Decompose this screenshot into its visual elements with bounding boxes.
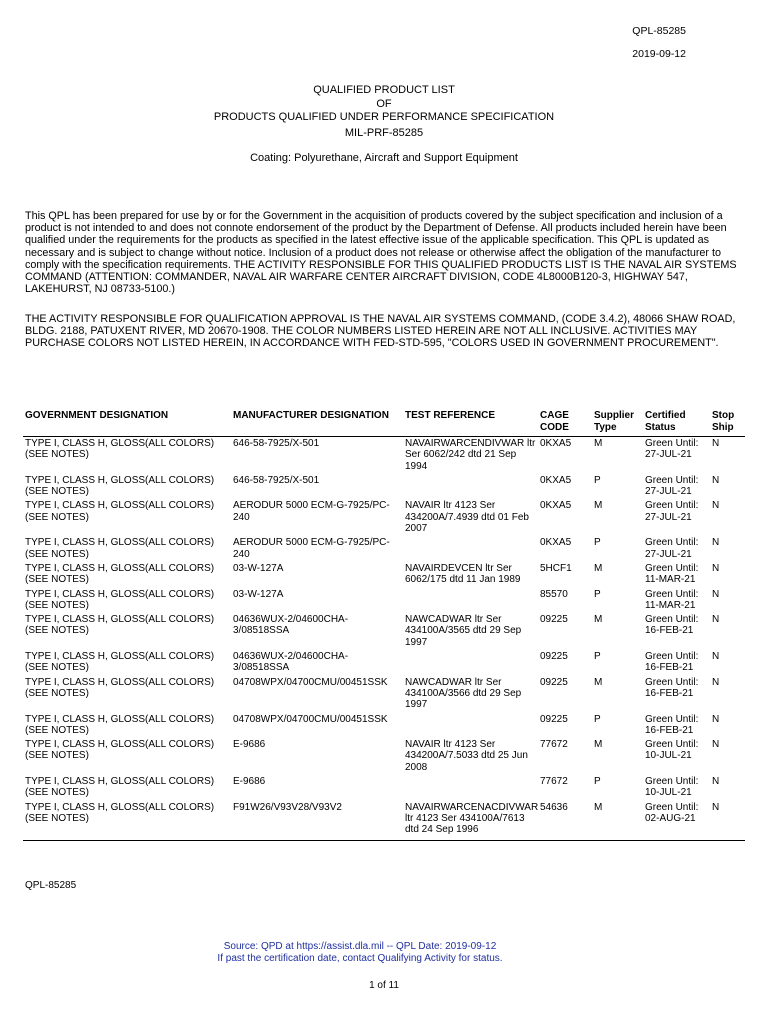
manufacturer-designation-cell: 04636WUX-2/04600CHA-3/08518SSA xyxy=(233,614,349,637)
table-row xyxy=(23,499,745,536)
table-row xyxy=(23,801,745,840)
title-line-2: OF xyxy=(376,97,392,110)
supplier-type-cell: P xyxy=(594,474,601,486)
certification-note: If past the certification date, contact Qualifying Activity for status. xyxy=(217,953,503,964)
certified-status-cell: Green Until: 11-MAR-21 xyxy=(645,562,699,586)
manufacturer-designation-cell: 646-58-7925/X-501 xyxy=(233,438,320,449)
cage-code-cell: 5HCF1 xyxy=(540,562,572,574)
manufacturer-designation-cell: AERODUR 5000 ECM-G-7925/PC-240 xyxy=(233,537,390,560)
test-reference-cell: NAVAIR ltr 4123 Ser 434200A/7.4939 dtd 01 Feb 2007 xyxy=(405,500,529,535)
government-designation-cell: TYPE I, CLASS H, GLOSS(ALL COLORS) (SEE NOTES) xyxy=(25,537,215,560)
header-date: 2019-09-12 xyxy=(632,48,686,60)
table-row xyxy=(23,437,745,474)
col-header-supplier-type: Supplier Type xyxy=(592,409,643,437)
supplier-type-cell: P xyxy=(594,588,601,600)
certified-status-cell: Green Until: 10-JUL-21 xyxy=(645,739,699,762)
manufacturer-designation-cell: E-9686 xyxy=(233,776,266,788)
cage-code-cell: 09225 xyxy=(540,651,568,663)
manufacturer-designation-cell: 04708WPX/04700CMU/00451SSK xyxy=(233,676,388,688)
cage-code-cell: 0KXA5 xyxy=(540,438,572,449)
stop-ship-cell: N xyxy=(712,500,720,512)
government-designation-cell: TYPE I, CLASS H, GLOSS(ALL COLORS) (SEE NOTES) xyxy=(23,801,231,840)
government-designation-cell: TYPE I, CLASS H, GLOSS(ALL COLORS) (SEE NOTES) xyxy=(25,713,215,736)
certified-status-cell: Green Until: 27-JUL-21 xyxy=(645,438,699,461)
stop-ship-cell: N xyxy=(712,474,720,486)
col-header-manufacturer-designation: MANUFACTURER DESIGNATION xyxy=(231,409,403,437)
table-header-row xyxy=(23,409,745,437)
source-line: Source: QPD at https://assist.dla.mil -- QPL Date: 2019-09-12 xyxy=(223,941,497,952)
cage-code-cell: 09225 xyxy=(540,713,568,725)
supplier-type-cell: M xyxy=(592,801,643,840)
specification-number: MIL-PRF-85285 xyxy=(344,126,424,139)
test-reference-cell: NAWCADWAR ltr Ser 434100A/3566 dtd 29 Sep 1997 xyxy=(405,676,522,711)
government-designation-cell: TYPE I, CLASS H, GLOSS(ALL COLORS) (SEE NOTES) xyxy=(25,739,215,762)
test-reference-cell: NAVAIRWARCENDIVWAR ltr Ser 6062/242 dtd 21 Sep 1994 xyxy=(405,438,536,472)
stop-ship-cell: N xyxy=(712,676,720,688)
title-line-1: QUALIFIED PRODUCT LIST xyxy=(313,84,455,96)
test-reference-cell: NAVAIR ltr 4123 Ser 434200A/7.5033 dtd 25 Jun 2008 xyxy=(405,739,528,773)
col-header-government-designation: GOVERNMENT DESIGNATION xyxy=(23,409,231,437)
cage-code-cell: 54636 xyxy=(538,801,592,840)
manufacturer-designation-cell: F91W26/V93V28/V93V2 xyxy=(231,801,403,840)
table-row xyxy=(23,562,745,588)
test-reference-cell xyxy=(403,588,538,614)
stop-ship-cell: N xyxy=(710,801,745,840)
supplier-type-cell: P xyxy=(594,776,601,788)
manufacturer-designation-cell: 04636WUX-2/04600CHA-3/08518SSA xyxy=(233,651,349,674)
supplier-type-cell: P xyxy=(594,651,601,663)
stop-ship-cell: N xyxy=(712,588,720,600)
subject-line: Coating: Polyurethane, Aircraft and Support Equipment xyxy=(250,152,518,164)
col-header-test-reference: TEST REFERENCE xyxy=(403,409,538,437)
certified-status-cell: Green Until: 10-JUL-21 xyxy=(645,776,699,799)
cage-code-cell: 77672 xyxy=(540,776,568,788)
col-header-certified-status: Certified Status xyxy=(643,409,710,437)
certified-status-cell: Green Until: 27-JUL-21 xyxy=(645,537,699,560)
header-qpl-id: QPL-85285 xyxy=(632,25,686,37)
manufacturer-designation-cell: E-9686 xyxy=(233,739,266,751)
manufacturer-designation-cell: 03-W-127A xyxy=(233,588,284,600)
cage-code-cell: 09225 xyxy=(540,614,568,626)
col-header-stop-ship: Stop Ship xyxy=(710,409,745,437)
certified-status-cell: Green Until: 02-AUG-21 xyxy=(643,801,710,840)
table-row xyxy=(23,713,745,739)
government-designation-cell: TYPE I, CLASS H, GLOSS(ALL COLORS) (SEE NOTES) xyxy=(25,776,215,799)
stop-ship-cell: N xyxy=(712,562,720,574)
government-designation-cell: TYPE I, CLASS H, GLOSS(ALL COLORS) (SEE NOTES) xyxy=(25,562,215,586)
test-reference-cell xyxy=(403,474,538,500)
stop-ship-cell: N xyxy=(712,739,720,751)
test-reference-cell xyxy=(403,650,538,676)
qualified-products-table xyxy=(23,409,745,841)
test-reference-cell xyxy=(403,775,538,801)
cage-code-cell: 09225 xyxy=(540,676,568,688)
certified-status-cell: Green Until: 16-FEB-21 xyxy=(645,676,699,699)
test-reference-cell: NAVAIRDEVCEN ltr Ser 6062/175 dtd 11 Jan 1989 xyxy=(405,562,521,586)
manufacturer-designation-cell: 03-W-127A xyxy=(233,562,284,574)
government-designation-cell: TYPE I, CLASS H, GLOSS(ALL COLORS) (SEE NOTES) xyxy=(25,614,215,637)
table-row xyxy=(23,650,745,676)
government-designation-cell: TYPE I, CLASS H, GLOSS(ALL COLORS) (SEE NOTES) xyxy=(25,676,215,699)
page-number: 1 of 11 xyxy=(369,980,399,991)
supplier-type-cell: M xyxy=(594,438,603,449)
document-title xyxy=(0,84,768,166)
stop-ship-cell: N xyxy=(712,713,720,725)
intro-paragraph-1: This QPL has been prepared for use by or for the Government in the acquisition of products covered by the subject specification and inclusion of a product is not intended to and does not connote endorsement of the product by the Department of Defense. All products included herein have been qualified under the requirements for the products as specified in the latest effective issue of the applicable specification. This QPL is updated as necessary and is subject to change without notice. Inclusion of a product does not release or otherwise affect the obligation of the manufacturer to comply with the specification requirements. THE ACTIVITY RESPONSIBLE FOR THIS QUALIFIED PRODUCTS LIST IS THE NAVAL AIR SYSTEMS COMMAND (ATTENTION: COMMANDER, NAVAL AIR WARFARE CENTER AIRCRAFT DIVISION, CODE 4L8000B120-3, HIGHWAY 547, LAKEHURST, NJ 08733-5100.) xyxy=(25,210,737,296)
certified-status-cell: Green Until: 16-FEB-21 xyxy=(645,713,699,736)
supplier-type-cell: P xyxy=(594,713,601,725)
certified-status-cell: Green Until: 16-FEB-21 xyxy=(645,614,699,637)
cage-code-cell: 0KXA5 xyxy=(540,474,572,486)
table-row xyxy=(23,775,745,801)
manufacturer-designation-cell: 04708WPX/04700CMU/00451SSK xyxy=(233,713,388,725)
intro-paragraph-2: THE ACTIVITY RESPONSIBLE FOR QUALIFICATION APPROVAL IS THE NAVAL AIR SYSTEMS COMMAND, (CODE 3.4.2), 48066 SHAW ROAD, BLDG. 2188, PATUXENT RIVER, MD 20670-1908. THE COLOR NUMBERS LISTED HEREIN ARE NOT ALL INCLUSIVE. ACTIVITIES MAY PURCHASE COLORS NOT LISTED HEREIN, IN ACCORDANCE WITH FED-STD-595, "COLORS USED IN GOVERNMENT PROCUREMENT". xyxy=(25,313,736,350)
cage-code-cell: 85570 xyxy=(540,588,568,600)
government-designation-cell: TYPE I, CLASS H, GLOSS(ALL COLORS) (SEE NOTES) xyxy=(25,474,215,498)
table-row xyxy=(23,738,745,775)
table-row xyxy=(23,474,745,500)
supplier-type-cell: P xyxy=(594,537,601,549)
government-designation-cell: TYPE I, CLASS H, GLOSS(ALL COLORS) (SEE NOTES) xyxy=(25,438,215,461)
government-designation-cell: TYPE I, CLASS H, GLOSS(ALL COLORS) (SEE NOTES) xyxy=(25,500,215,523)
col-header-cage-code: CAGE CODE xyxy=(538,409,592,437)
certified-status-cell: Green Until: 27-JUL-21 xyxy=(645,500,699,523)
certified-status-cell: Green Until: 16-FEB-21 xyxy=(645,651,699,674)
supplier-type-cell: M xyxy=(594,500,603,512)
stop-ship-cell: N xyxy=(712,438,720,449)
test-reference-cell xyxy=(403,713,538,739)
cage-code-cell: 77672 xyxy=(540,739,568,751)
stop-ship-cell: N xyxy=(712,537,720,549)
table-row xyxy=(23,676,745,713)
manufacturer-designation-cell: 646-58-7925/X-501 xyxy=(233,474,320,486)
certified-status-cell: Green Until: 11-MAR-21 xyxy=(645,588,699,611)
supplier-type-cell: M xyxy=(594,614,603,626)
test-reference-cell: NAVAIRWARCENACDIVWAR ltr 4123 Ser 434100A/7613 dtd 24 Sep 1996 xyxy=(403,801,538,840)
supplier-type-cell: M xyxy=(594,676,603,688)
supplier-type-cell: M xyxy=(594,739,603,751)
cage-code-cell: 0KXA5 xyxy=(540,500,572,512)
table-row xyxy=(23,588,745,614)
certified-status-cell: Green Until: 27-JUL-21 xyxy=(645,474,699,498)
footer-qpl-id: QPL-85285 xyxy=(25,880,77,891)
supplier-type-cell: M xyxy=(594,562,603,574)
table-row xyxy=(23,536,745,562)
table-row xyxy=(23,613,745,650)
government-designation-cell: TYPE I, CLASS H, GLOSS(ALL COLORS) (SEE NOTES) xyxy=(25,651,215,674)
manufacturer-designation-cell: AERODUR 5000 ECM-G-7925/PC-240 xyxy=(233,500,390,523)
government-designation-cell: TYPE I, CLASS H, GLOSS(ALL COLORS) (SEE NOTES) xyxy=(25,588,215,611)
test-reference-cell: NAWCADWAR ltr Ser 434100A/3565 dtd 29 Sep 1997 xyxy=(405,614,522,648)
stop-ship-cell: N xyxy=(712,776,720,788)
cage-code-cell: 0KXA5 xyxy=(540,537,572,549)
title-line-3: PRODUCTS QUALIFIED UNDER PERFORMANCE SPECIFICATION xyxy=(213,111,555,123)
test-reference-cell xyxy=(403,536,538,562)
stop-ship-cell: N xyxy=(712,614,720,626)
stop-ship-cell: N xyxy=(712,651,720,663)
